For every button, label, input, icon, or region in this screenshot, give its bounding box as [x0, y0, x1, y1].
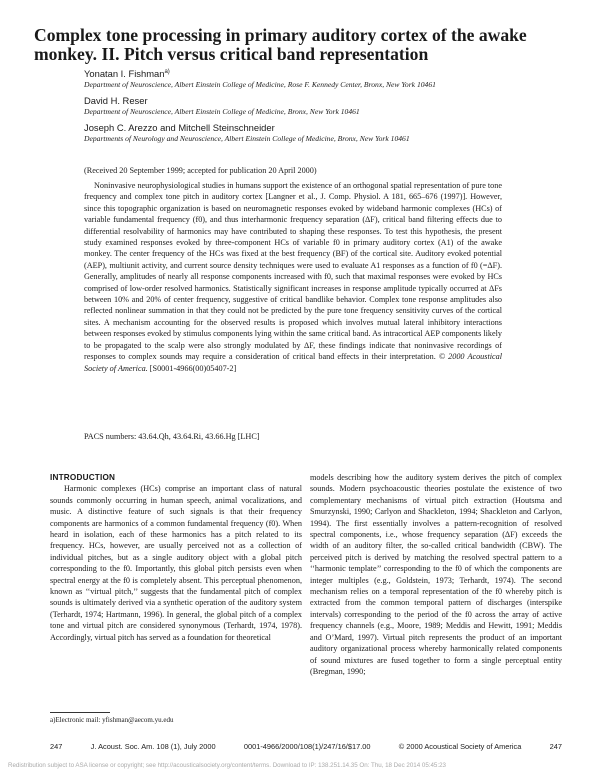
page-number-left: 247 — [50, 742, 63, 751]
page-number-right: 247 — [549, 742, 562, 751]
section-heading: INTRODUCTION — [50, 473, 116, 482]
body-paragraph: Harmonic complexes (HCs) comprise an important class of natural sounds commonly occurring in human speech, animal vocalizations, and music. A distinctive feature of such signals is that their frequency components are harmonics of a common fundamental frequency (f0). When heard in isolation, each of these harmonics has a pitch related to its frequency. HCs, however, are usually perceived not as a collection of individual pitches, but as a single auditory object with a global pitch corresponding to the f0. Importantly, this global pitch persists even when spectral energy at the f0 is completely absent. This perceptual phenomenon, known as ‘‘virtual pitch,’’ suggests that the fundamental pitch of complex sounds is ultimately derived via a synthetic operation of the auditory system (Terhardt, 1974; Hartmann, 1996). In general, the global pitch of a complex tone and virtual pitch are considered synonymous (Terhardt, 1974, 1978). Accordingly, virtual pitch has served as a foundation for theoretical — [50, 484, 302, 642]
right-column — [310, 472, 562, 677]
body-paragraph: models describing how the auditory system derives the pitch of complex sounds. Modern psychoacoustic theories postulate the existence of two complementary mechanisms of virtual pitch extraction (Houtsma and Smurzynski, 1990; Carlyon and Shackleton, 1994; Shackleton and Carlyon, 1994). The first essentially involves a pattern-recognition of resolved spectral components, i.e., whose frequency separation (ΔF) exceeds the width of an auditory filter, the so-called critical bandwidth (CBW). The perceived pitch is derived by matching the resolved spectral pattern to a ‘‘harmonic template’’ corresponding to the f0 of which the components are integer multiples (e.g., Goldstein, 1973; Terhardt, 1974). The second mechanism relies on a temporal representation of the f0 whereby pitch is extracted from the common temporal pattern of discharges (interspike intervals) corresponding to the period of the f0 across the array of active frequency channels (e.g., Moore, 1989; Meddis and Hewitt, 1991; Meddis and O’Mard, 1997). Virtual pitch represents the product of an important auditory organizational process whereby harmonically related components of sound mixtures are fused together to form a single perceptual entity (Bregman, 1990; — [310, 473, 562, 676]
author-affiliation: Department of Neuroscience, Albert Einstein College of Medicine, Bronx, New York 10461 — [84, 107, 360, 117]
received-dates: (Received 20 September 1999; accepted for publication 20 April 2000) — [84, 166, 317, 175]
footnote: a)Electronic mail: yfishman@aecom.yu.edu — [50, 716, 174, 724]
footnote-divider — [50, 712, 110, 713]
journal-citation: J. Acoust. Soc. Am. 108 (1), July 2000 — [90, 742, 216, 751]
author-name: Joseph C. Arezzo and Mitchell Steinschneider — [84, 122, 275, 134]
author-name: David H. Reser — [84, 95, 148, 107]
author-affiliation: Departments of Neurology and Neuroscience, Albert Einstein College of Medicine, Bronx, New York 10461 — [84, 134, 410, 144]
abstract — [84, 180, 502, 374]
article-code: 0001-4966/2000/108(1)/247/16/$17.00 — [243, 742, 371, 751]
doi: [S0001-4966(00)05407-2] — [149, 363, 237, 373]
society-copyright: © 2000 Acoustical Society of America — [398, 742, 522, 751]
left-column — [50, 472, 302, 643]
pacs-numbers: PACS numbers: 43.64.Qh, 43.64.Ri, 43.66.Hg [LHC] — [84, 432, 260, 441]
author-block — [84, 66, 584, 149]
author-name: Yonatan I. Fishman$^{a)}$ — [84, 68, 170, 80]
abstract-text: Noninvasive neurophysiological studies in humans support the existence of an orthogonal spatial representation of pure tone frequency and complex tone pitch in auditory cortex [Langner et al., J. Comp. Physiol. A 181, 665–676 (1997)]. However, since this topographic organization is based on neuromagnetic responses evoked by wideband harmonic complexes (HCs) of variable fundamental frequency (f0), and thus interharmonic frequency separation (ΔF), critical band filtering effects due to differential resolvability of harmonics may have contributed to shaping these responses. To test this hypothesis, the present study examined responses evoked by three-component HCs of variable f0 in primary auditory cortex (A1) of the awake monkey. The center frequency of the HCs was fixed at the best frequency (BF) of the cortical site. Auditory evoked potential (AEP), multiunit activity, and current source density techniques were used to evaluate A1 responses as a function of f0 (=ΔF). Generally, amplitudes of nearly all response components increased with f0, such that maximal responses were evoked by HCs comprised of low-order resolved harmonics. Statistically significant increases in response amplitude typically occurred at ΔFs between 10% and 20% of center frequency, suggestive of critical bandlike behavior. Complex tone response amplitudes also reflected nonlinear summation in that they could not be predicted by the pure tone frequency sensitivity curves of the cortical sites. A mechanism accounting for the observed results is proposed which involves mutual lateral inhibitory interactions between responses evoked by stimulus components lying within the same critical band. As intracortical AEP components likely to be propagated to the scalp were also strongly modulated by ΔF, these findings indicate that noninvasive recordings of responses to complex sounds may require a consideration of critical band effects in their interpretation. — [84, 181, 502, 362]
redistribution-notice: Redistribution subject to ASA license or copyright; see http://acousticalsociety.org/content/terms. Download to IP: 138.251.14.35 On: Thu, 18 Dec 2014 05:45:23 — [8, 762, 446, 769]
author-affiliation: Department of Neuroscience, Albert Einstein College of Medicine, Rose F. Kennedy Center, Bronx, New York 10461 — [84, 80, 436, 90]
copyright-notice: © 2000 Acoustical Society of America. — [84, 352, 503, 373]
page-footer — [50, 742, 562, 751]
article-title: Complex tone processing in primary auditory cortex of the awake monkey. II. Pitch versus critical band representation — [34, 25, 527, 64]
